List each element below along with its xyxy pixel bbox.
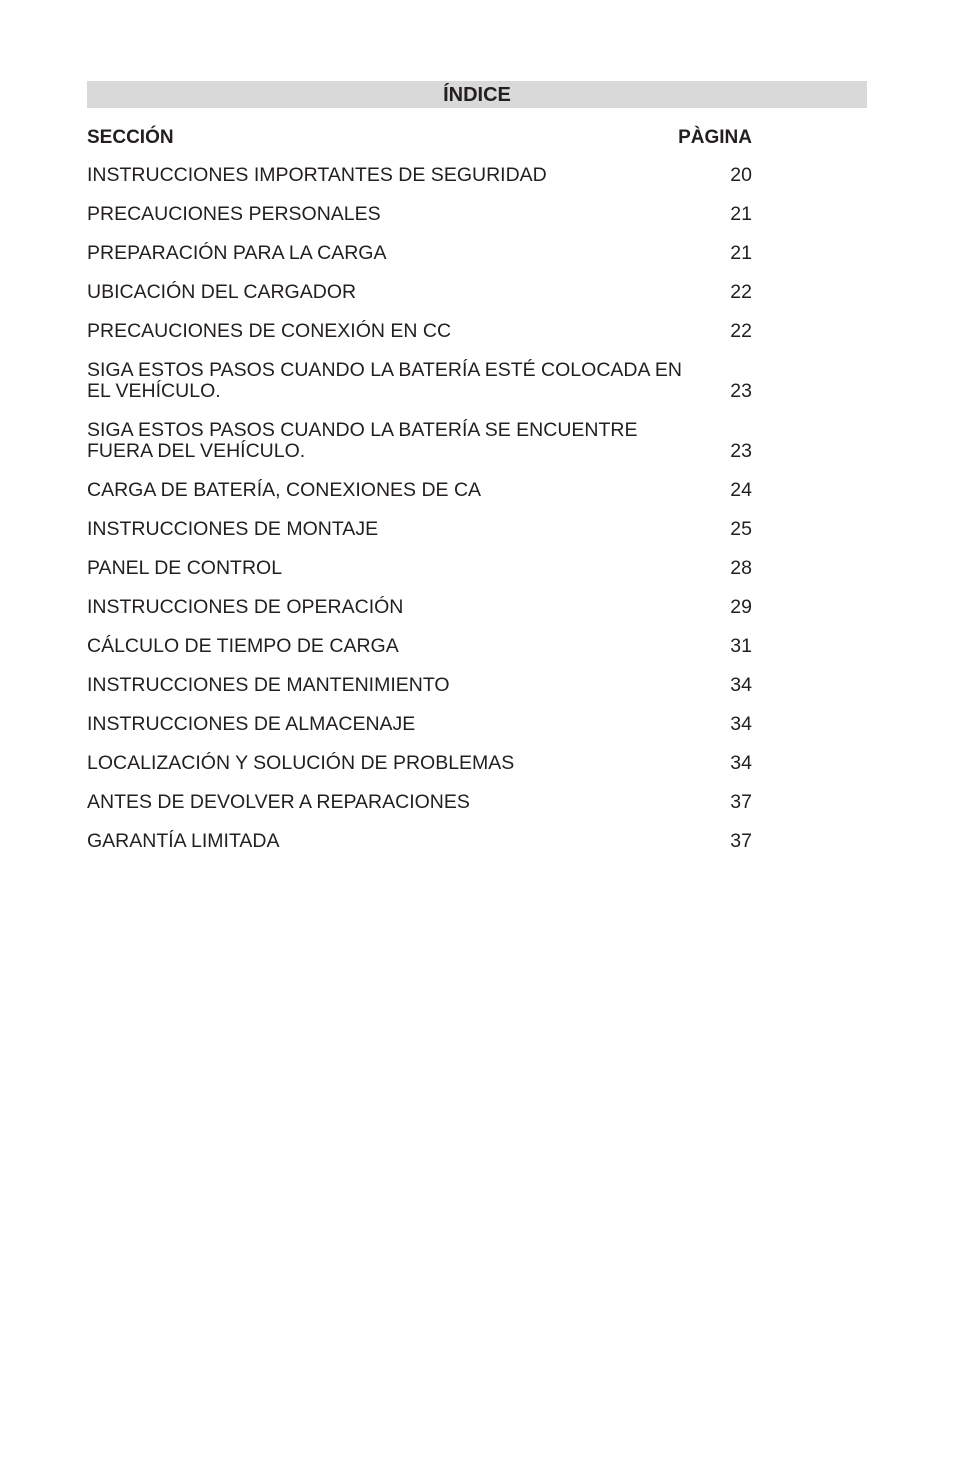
toc-entry <box>87 321 752 342</box>
toc-entry <box>87 243 752 264</box>
index-title: ÍNDICE <box>87 81 867 108</box>
toc-entry <box>87 519 752 540</box>
toc-entry <box>87 675 752 696</box>
toc-entry <box>87 714 752 735</box>
toc-section-title: LOCALIZACIÓN Y SOLUCIÓN DE PROBLEMAS <box>87 752 515 774</box>
toc-page-number: 22 <box>730 281 752 303</box>
toc-page-number: 37 <box>730 791 752 813</box>
toc-page-number: 34 <box>730 674 752 696</box>
toc-page-number: 23 <box>730 440 752 462</box>
section-column-header: SECCIÓN <box>87 127 174 148</box>
toc-section-title: CARGA DE BATERÍA, CONEXIONES DE CA <box>87 479 482 501</box>
toc-page-number: 22 <box>730 320 752 342</box>
toc-entry <box>87 165 752 186</box>
toc-section-title: PRECAUCIONES PERSONALES <box>87 203 381 225</box>
toc-page-number: 28 <box>730 557 752 579</box>
toc-section-title: SIGA ESTOS PASOS CUANDO LA BATERÍA SE ENCUENTRE FUERA DEL VEHÍCULO. <box>87 419 638 462</box>
toc-page-number: 37 <box>730 830 752 852</box>
toc-section-title: INSTRUCCIONES DE MONTAJE <box>87 518 379 540</box>
toc-entry <box>87 420 752 462</box>
toc-entry <box>87 480 752 501</box>
toc-section-title: GARANTÍA LIMITADA <box>87 830 280 852</box>
toc-section-title: PRECAUCIONES DE CONEXIÓN EN CC <box>87 320 452 342</box>
toc-page-number: 34 <box>730 713 752 735</box>
toc-page-number: 29 <box>730 596 752 618</box>
toc-page-number: 21 <box>730 203 752 225</box>
toc-section-title: INSTRUCCIONES DE OPERACIÓN <box>87 596 404 618</box>
toc-page-number: 23 <box>730 380 752 402</box>
toc-page-number: 34 <box>730 752 752 774</box>
toc-page-number: 25 <box>730 518 752 540</box>
toc-section-title: UBICACIÓN DEL CARGADOR <box>87 281 357 303</box>
toc-entry <box>87 636 752 657</box>
toc-entry <box>87 753 752 774</box>
toc-entry <box>87 360 752 402</box>
toc-entry <box>87 792 752 813</box>
toc-header-row <box>87 126 752 150</box>
toc-section-title: SIGA ESTOS PASOS CUANDO LA BATERÍA ESTÉ COLOCADA EN EL VEHÍCULO. <box>87 359 682 402</box>
toc-section-title: INSTRUCCIONES IMPORTANTES DE SEGURIDAD <box>87 164 547 186</box>
toc-entry <box>87 558 752 579</box>
toc-entry <box>87 597 752 618</box>
page-column-header: PÀGINA <box>678 127 752 148</box>
toc-list <box>87 165 752 870</box>
toc-section-title: INSTRUCCIONES DE MANTENIMIENTO <box>87 674 450 696</box>
toc-page-number: 31 <box>730 635 752 657</box>
toc-section-title: INSTRUCCIONES DE ALMACENAJE <box>87 713 416 735</box>
toc-entry <box>87 282 752 303</box>
toc-page-number: 21 <box>730 242 752 264</box>
toc-section-title: ANTES DE DEVOLVER A REPARACIONES <box>87 791 470 813</box>
toc-entry <box>87 204 752 225</box>
toc-section-title: PANEL DE CONTROL <box>87 557 283 579</box>
toc-section-title: PREPARACIÓN PARA LA CARGA <box>87 242 387 264</box>
toc-page-number: 24 <box>730 479 752 501</box>
toc-page-number: 20 <box>730 164 752 186</box>
toc-entry <box>87 831 752 852</box>
toc-section-title: CÁLCULO DE TIEMPO DE CARGA <box>87 635 399 657</box>
